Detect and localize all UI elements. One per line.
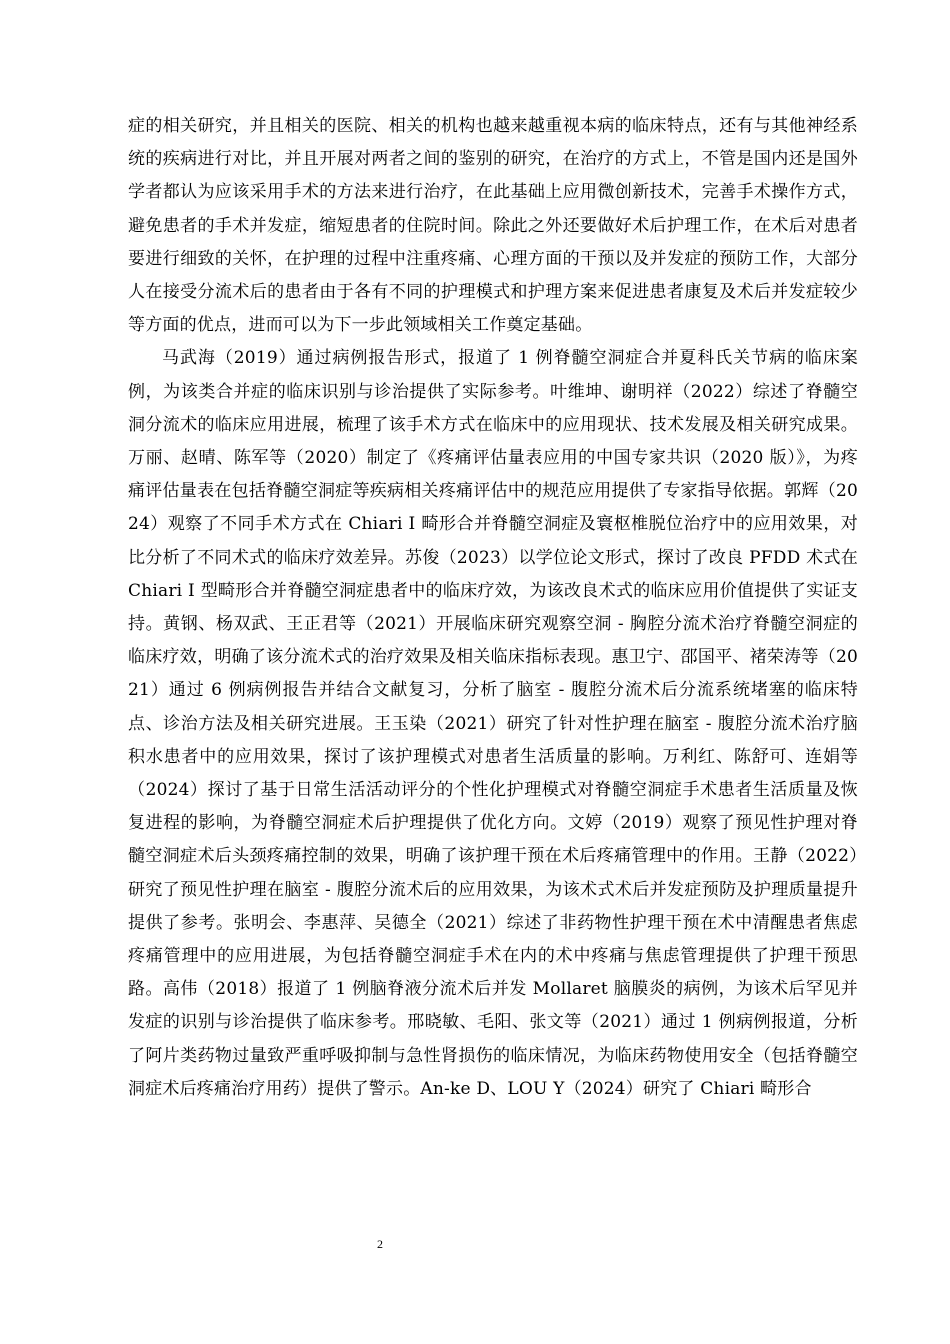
paragraph-2: 马武海（2019）通过病例报告形式，报道了 1 例脊髓空洞症合并夏科氏关节病的临床案例，为该类合并症的临床识别与诊治提供了实际参考。叶维坤、谢明祥（2022）综述了脊髓空洞分流术的临床应用进展，梳理了该手术方式在临床中的应用现状、技术发展及相关研究成果。万丽、赵晴、陈军等（2020）制定了《疼痛评估量表应用的中国专家共识（2020 版）》，为疼痛评估量表在包括脊髓空洞症等疾病相关疼痛评估中的规范应用提供了专家指导依据。郭辉（2024）观察了不同手术方式在 Chiari Ⅰ 畸形合并脊髓空洞症及寰枢椎脱位治疗中的应用效果，对比分析了不同术式的临床疗效差异。苏俊（2023）以学位论文形式，探讨了改良 PFDD 术式在 Chiari Ⅰ 型畸形合并脊髓空洞症患者中的临床疗效，为该改良术式的临床应用价值提供了实证支持。黄钢、杨双武、王正君等（2021）开展临床研究观察空洞 - 胸腔分流术治疗脊髓空洞症的临床疗效，明确了该分流术式的治疗效果及相关临床指标表现。惠卫宁、邵国平、褚荣涛等（2021）通过 6 例病例报告并结合文献复习，分析了脑室 - 腹腔分流术后分流系统堵塞的临床特点、诊治方法及相关研究进展。王玉染（2021）研究了针对性护理在脑室 - 腹腔分流术治疗脑积水患者中的应用效果，探讨了该护理模式对患者生活质量的影响。万利红、陈舒可、连娟等（2024）探讨了基于日常生活活动评分的个性化护理模式对脊髓空洞症手术患者生活质量及恢复进程的影响，为脊髓空洞症术后护理提供了优化方向。文婷（2019）观察了预见性护理对脊髓空洞症术后头颈疼痛控制的效果，明确了该护理干预在术后疼痛管理中的作用。王静（2022）研究了预见性护理在脑室 - 腹腔分流术后的应用效果，为该术式术后并发症预防及护理质量提升提供了参考。张明会、李惠萍、吴德全（2021）综述了非药物性护理干预在术中清醒患者焦虑疼痛管理中的应用进展，为包括脊髓空洞症手术在内的术中疼痛与焦虑管理提供了护理干预思路。高伟（2018）报道了 1 例脑脊液分流术后并发 Mollaret 脑膜炎的病例，为该术后罕见并发症的识别与诊治提供了临床参考。邢晓敏、毛阳、张文等（2021）通过 1 例病例报道，分析了阿片类药物过量致严重呼吸抑制与急性肾损伤的临床情况，为临床药物使用安全（包括脊髓空洞症术后疼痛治疗用药）提供了警示。An-ke D、LOU Y（2024）研究了 Chiari 畸形合 bbox=[128, 348, 858, 1099]
paragraph-1: 症的相关研究，并且相关的医院、相关的机构也越来越重视本病的临床特点，还有与其他神经系统的疾病进行对比，并且开展对两者之间的鉴别的研究，在治疗的方式上，不管是国内还是国外学者都认为应该采用手术的方法来进行治疗，在此基础上应用微创新技术，完善手术操作方式，避免患者的手术并发症，缩短患者的住院时间。除此之外还要做好术后护理工作，在术后对患者要进行细致的关怀，在护理的过程中注重疼痛、心理方面的干预以及并发症的预防工作，大部分人在接受分流术后的患者由于各有不同的护理模式和护理方案来促进患者康复及术后并发症较少等方面的优点，进而可以为下一步此领域相关工作奠定基础。 bbox=[128, 116, 858, 336]
page-number: 2 bbox=[377, 1237, 383, 1251]
body-text bbox=[128, 110, 858, 1106]
